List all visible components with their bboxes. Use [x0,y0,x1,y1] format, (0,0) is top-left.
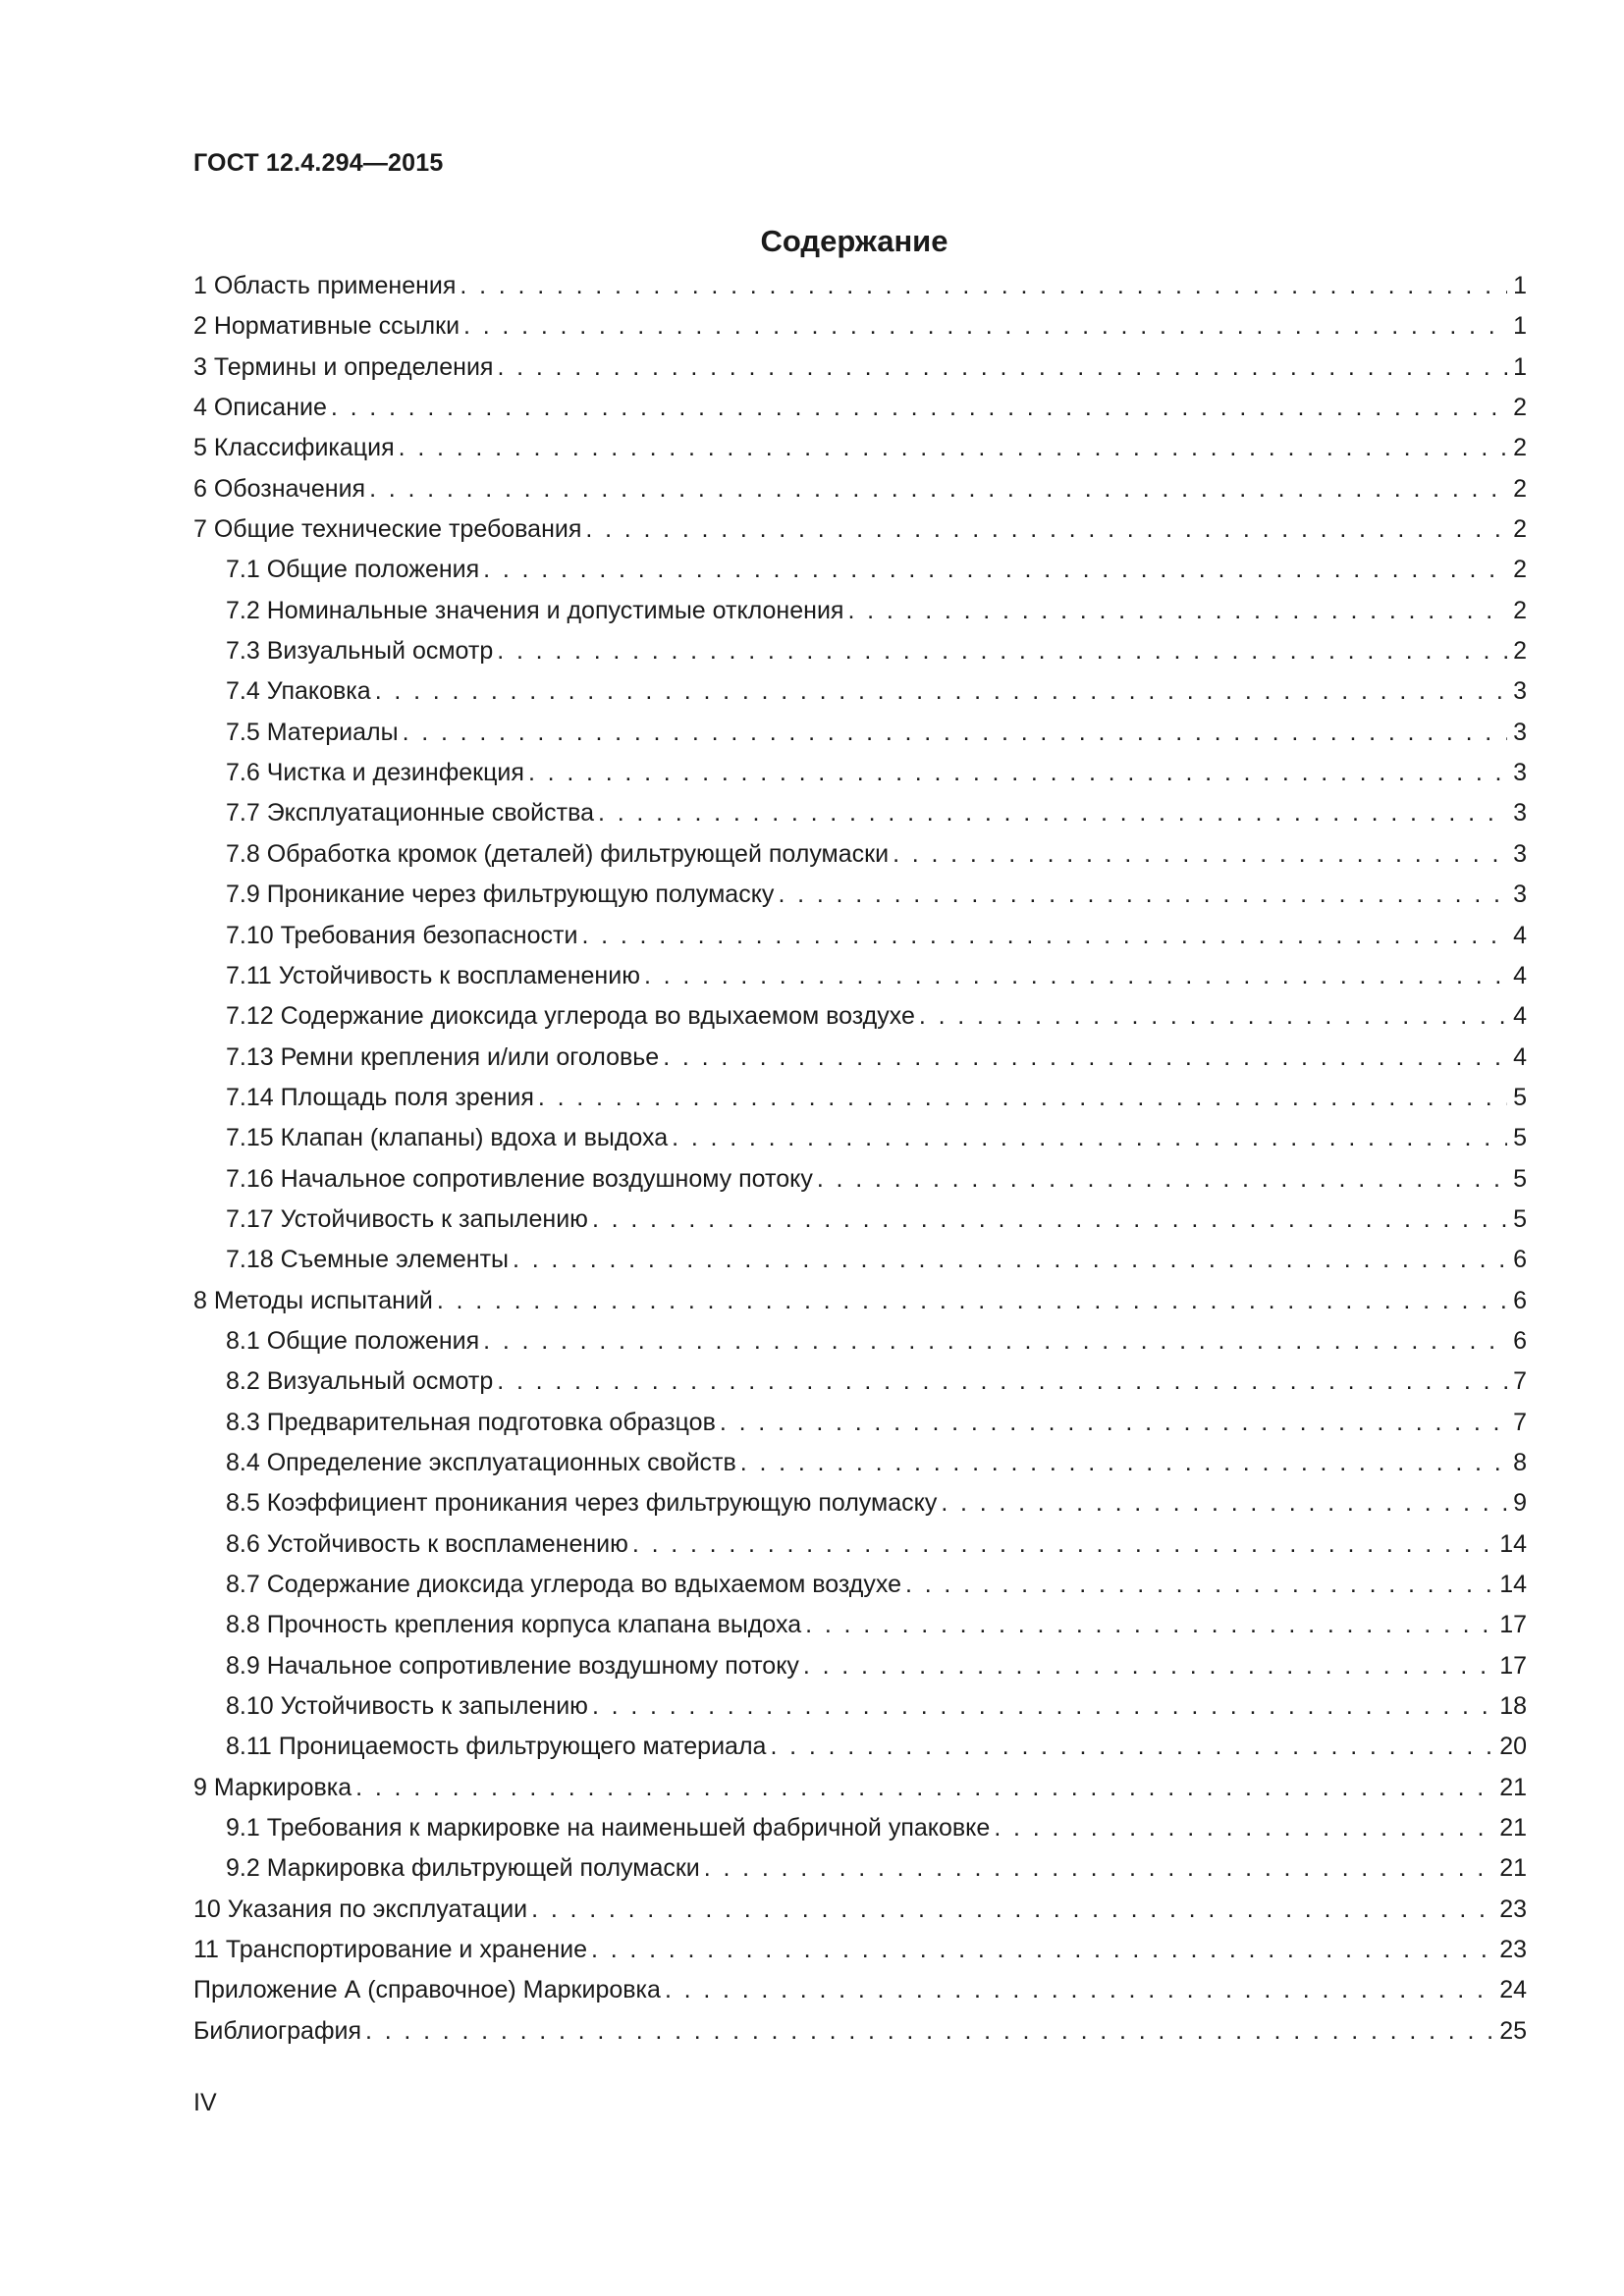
toc-entry[interactable] [193,347,1527,388]
toc-dot-leader [592,1200,1507,1240]
toc-entry-label: 4 Описание [193,394,327,422]
toc-entry-page: 4 [1513,921,1527,949]
toc-entry-label: 7.2 Номинальные значения и допустимые отклонения [226,596,844,624]
toc-entry[interactable] [193,713,1527,753]
toc-dot-leader [483,1321,1507,1362]
toc-entry-page: 21 [1499,1773,1527,1801]
toc-entry-page: 23 [1499,1895,1527,1923]
toc-entry-label: 3 Термины и определения [193,352,494,381]
page-number: IV [193,2089,217,2116]
toc-entry-label: 8.6 Устойчивость к воспламенению [226,1529,628,1558]
toc-dot-leader [585,509,1507,550]
toc-entry-page: 2 [1513,596,1527,624]
toc-entry-label: 10 Указания по эксплуатации [193,1895,528,1923]
toc-entry-page: 3 [1513,759,1527,787]
toc-entry-page: 1 [1513,352,1527,381]
toc-entry-label: 11 Транспортирование и хранение [193,1936,588,1964]
toc-entry-label: 8.11 Проницаемость фильтрующего материала [226,1733,767,1761]
toc-entry-page: 17 [1499,1651,1527,1680]
toc-entry-page: 5 [1513,1164,1527,1193]
toc-dot-leader [497,631,1507,671]
toc-entry-page: 24 [1499,1976,1527,2004]
toc-entry[interactable] [193,1403,1527,1443]
toc-entry-page: 21 [1499,1814,1527,1842]
toc-entry-page: 2 [1513,515,1527,544]
toc-entry-page: 4 [1513,1042,1527,1071]
toc-entry-label: Приложение А (справочное) Маркировка [193,1976,661,2004]
toc-dot-leader [905,1565,1493,1605]
toc-entry-label: 8.1 Общие положения [226,1326,480,1355]
toc-dot-leader [538,1078,1507,1118]
toc-dot-leader [740,1443,1507,1483]
toc-entry[interactable] [193,1118,1527,1158]
toc-entry[interactable] [193,1808,1527,1848]
toc-entry[interactable] [193,1281,1527,1321]
toc-entry[interactable] [193,550,1527,590]
toc-entry-label: 7.1 Общие положения [226,556,480,584]
toc-entry[interactable] [193,753,1527,793]
toc-dot-leader [941,1483,1507,1523]
toc-entry[interactable] [193,1930,1527,1970]
toc-dot-leader [437,1281,1507,1321]
toc-dot-leader [581,916,1507,956]
toc-dot-leader [331,388,1507,428]
toc-entry[interactable] [193,875,1527,915]
toc-dot-leader [778,875,1507,915]
toc-dot-leader [919,996,1507,1037]
toc-entry-label: 7.6 Чистка и дезинфекция [226,759,524,787]
toc-entry-page: 20 [1499,1733,1527,1761]
toc-entry-label: 1 Область применения [193,272,457,299]
toc-entry-label: 8.5 Коэффициент проникания через фильтрующую полумаску [226,1489,938,1518]
toc-entry-page: 2 [1513,434,1527,462]
toc-dot-leader [704,1848,1493,1889]
toc-dot-leader [399,428,1507,468]
toc-entry-label: 7.3 Визуальный осмотр [226,637,494,666]
toc-dot-leader [632,1524,1493,1565]
toc-dot-leader [893,834,1507,875]
toc-dot-leader [369,469,1507,509]
toc-entry-label: 7.9 Проникание через фильтрующую полумаску [226,881,775,909]
toc-entry-page: 2 [1513,474,1527,503]
toc-entry[interactable] [193,1078,1527,1118]
toc-entry-label: 7.16 Начальное сопротивление воздушному потоку [226,1164,813,1193]
toc-entry-label: 7.15 Клапан (клапаны) вдоха и выдоха [226,1124,669,1152]
toc-dot-leader [598,793,1507,833]
toc-entry-label: 7.10 Требования безопасности [226,921,578,949]
toc-dot-leader [663,1038,1507,1078]
toc-dot-leader [497,1362,1507,1402]
toc-entry-page: 3 [1513,718,1527,746]
toc-entry-page: 3 [1513,799,1527,828]
toc-entry[interactable] [193,793,1527,833]
toc-entry-page: 3 [1513,839,1527,868]
toc-entry[interactable] [193,388,1527,428]
toc-dot-leader [847,591,1507,631]
toc-entry-label: 8.8 Прочность крепления корпуса клапана выдоха [226,1611,802,1639]
toc-entry[interactable] [193,956,1527,996]
toc-dot-leader [528,753,1507,793]
toc-entry[interactable] [193,428,1527,468]
toc-entry[interactable] [193,1321,1527,1362]
toc-entry[interactable] [193,1200,1527,1240]
toc-dot-leader [803,1646,1493,1686]
toc-entry[interactable] [193,1686,1527,1727]
toc-entry[interactable] [193,916,1527,956]
toc-entry-page: 21 [1499,1854,1527,1883]
toc-dot-leader [591,1930,1493,1970]
toc-entry[interactable] [193,266,1527,306]
toc-entry[interactable] [193,1362,1527,1402]
toc-entry-label: 8.9 Начальное сопротивление воздушному потоку [226,1651,799,1680]
toc-dot-leader [497,347,1507,388]
toc-dot-leader [463,306,1507,347]
toc-entry-label: 7.13 Ремни крепления и/или оголовье [226,1042,660,1071]
toc-dot-leader [365,2011,1493,2052]
toc-entry-page: 4 [1513,1002,1527,1031]
toc-title: Содержание [760,224,948,258]
toc-entry-page: 5 [1513,1204,1527,1233]
table-of-contents [193,266,1527,2052]
toc-entry-page: 1 [1513,272,1527,299]
toc-entry[interactable] [193,1038,1527,1078]
toc-entry[interactable] [193,834,1527,875]
toc-entry[interactable] [193,1524,1527,1565]
toc-entry[interactable] [193,469,1527,509]
toc-entry-label: 6 Обозначения [193,474,366,503]
toc-dot-leader [805,1605,1493,1645]
toc-entry-label: Библиография [193,2016,362,2045]
toc-entry-page: 6 [1513,1326,1527,1355]
toc-entry-page: 3 [1513,677,1527,706]
toc-dot-leader [460,266,1507,306]
toc-dot-leader [531,1890,1493,1930]
toc-entry[interactable] [193,671,1527,712]
toc-entry-label: 7.7 Эксплуатационные свойства [226,799,594,828]
toc-entry-page: 5 [1513,1124,1527,1152]
toc-entry-page: 2 [1513,637,1527,666]
toc-entry[interactable] [193,1768,1527,1808]
toc-entry-label: 2 Нормативные ссылки [193,312,460,341]
toc-entry[interactable] [193,1848,1527,1889]
toc-entry-page: 9 [1513,1489,1527,1518]
toc-dot-leader [720,1403,1507,1443]
toc-entry-label: 7.11 Устойчивость к воспламенению [226,961,640,989]
toc-entry-page: 5 [1513,1083,1527,1111]
toc-entry[interactable] [193,1970,1527,2010]
toc-dot-leader [355,1768,1493,1808]
toc-entry-label: 7.17 Устойчивость к запылению [226,1204,588,1233]
toc-dot-leader [403,713,1508,753]
toc-entry-page: 14 [1499,1529,1527,1558]
toc-entry[interactable] [193,2011,1527,2052]
toc-entry[interactable] [193,631,1527,671]
toc-entry-page: 3 [1513,881,1527,909]
toc-entry[interactable] [193,996,1527,1037]
toc-entry-label: 9 Маркировка [193,1773,352,1801]
toc-entry[interactable] [193,591,1527,631]
toc-dot-leader [672,1118,1507,1158]
toc-entry-page: 23 [1499,1936,1527,1964]
toc-entry-page: 1 [1513,312,1527,341]
toc-dot-leader [644,956,1507,996]
toc-entry[interactable] [193,1646,1527,1686]
toc-entry-label: 7.4 Упаковка [226,677,371,706]
toc-entry[interactable] [193,1483,1527,1523]
toc-entry-page: 25 [1499,2016,1527,2045]
toc-entry-label: 7.12 Содержание диоксида углерода во вдыхаемом воздухе [226,1002,915,1031]
toc-entry[interactable] [193,1443,1527,1483]
toc-entry-label: 7.18 Съемные элементы [226,1246,510,1274]
toc-entry-label: 8.2 Визуальный осмотр [226,1367,494,1396]
toc-dot-leader [665,1970,1493,2010]
toc-entry-page: 14 [1499,1571,1527,1598]
toc-entry-label: 5 Классификация [193,434,395,462]
toc-entry-label: 7.5 Материалы [226,718,399,746]
toc-entry[interactable] [193,1605,1527,1645]
toc-entry-label: 8.10 Устойчивость к запылению [226,1692,588,1721]
toc-entry-label: 7.14 Площадь поля зрения [226,1083,534,1111]
toc-entry-label: 7.8 Обработка кромок (деталей) фильтрующей полумаски [226,839,890,868]
toc-entry-label: 9.1 Требования к маркировке на наименьшей фабричной упаковке [226,1814,991,1842]
toc-entry-page: 7 [1513,1367,1527,1396]
toc-entry[interactable] [193,1890,1527,1930]
toc-dot-leader [994,1808,1493,1848]
toc-entry-label: 8.3 Предварительная подготовка образцов [226,1408,716,1436]
toc-entry-label: 7 Общие технические требования [193,515,582,544]
toc-entry-page: 2 [1513,556,1527,584]
toc-entry[interactable] [193,1159,1527,1200]
document-code: ГОСТ 12.4.294—2015 [193,149,444,177]
toc-entry-page: 7 [1513,1408,1527,1436]
toc-dot-leader [483,550,1507,590]
toc-entry[interactable] [193,509,1527,550]
toc-entry-label: 9.2 Маркировка фильтрующей полумаски [226,1854,700,1883]
toc-entry-page: 2 [1513,394,1527,422]
toc-entry-label: 8 Методы испытаний [193,1286,433,1314]
toc-entry-page: 6 [1513,1286,1527,1314]
toc-entry[interactable] [193,1240,1527,1280]
toc-entry[interactable] [193,1727,1527,1767]
toc-dot-leader [770,1727,1493,1767]
toc-entry[interactable] [193,1565,1527,1605]
toc-entry-page: 8 [1513,1448,1527,1476]
toc-entry-page: 18 [1499,1692,1527,1721]
toc-entry-label: 8.7 Содержание диоксида углерода во вдыхаемом воздухе [226,1571,901,1598]
toc-entry-page: 6 [1513,1246,1527,1274]
toc-entry-label: 8.4 Определение эксплуатационных свойств [226,1448,736,1476]
toc-dot-leader [592,1686,1493,1727]
toc-entry-page: 4 [1513,961,1527,989]
toc-entry-page: 17 [1499,1611,1527,1639]
toc-dot-leader [375,671,1507,712]
toc-entry[interactable] [193,306,1527,347]
toc-dot-leader [817,1159,1507,1200]
toc-dot-leader [513,1240,1507,1280]
